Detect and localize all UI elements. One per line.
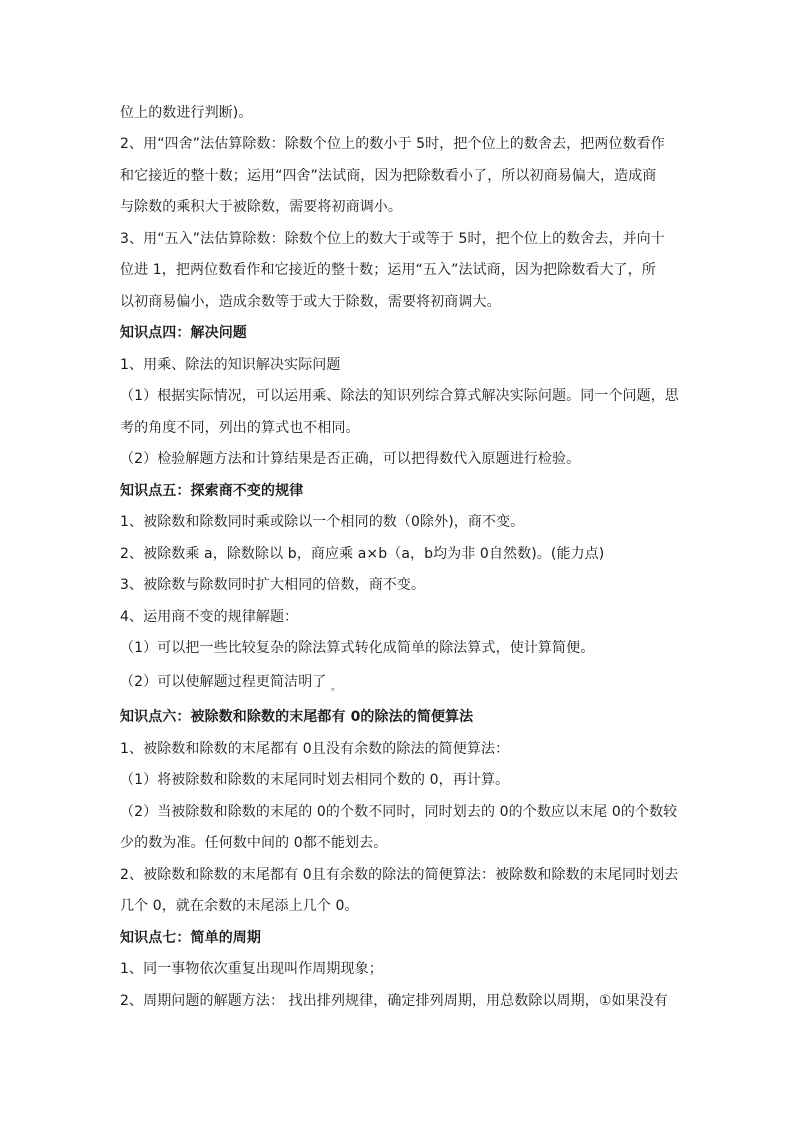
section-heading-4: 知识点四：解决问题	[120, 325, 247, 341]
text-line-suffix: 。	[330, 682, 342, 693]
text-line: 位上的数进行判断)。	[120, 105, 253, 121]
text-line: 考的角度不同，列出的算式也不相同。	[120, 420, 360, 436]
text-line: 2、被除数乘 a，除数除以 b，商应乘 a×b（a，b均为非 0自然数)。(能力点)	[120, 546, 605, 562]
text-line: 与除数的乘积大于被除数，需要将初商调小。	[120, 199, 402, 215]
text-line: （1）可以把一些比较复杂的除法算式转化成简单的除法算式，使计算简便。	[120, 640, 595, 656]
text-line: 少的数为准。任何数中间的 0都不能划去。	[120, 835, 388, 851]
text-line: （2）检验解题方法和计算结果是否正确，可以把得数代入原题进行检验。	[120, 451, 581, 467]
section-heading-5: 知识点五：探索商不变的规律	[120, 483, 304, 499]
text-line: 位进 1，把两位数看作和它接近的整十数；运用“五入”法试商，因为把除数看大了，所	[120, 262, 656, 278]
text-line: （2）当被除数和除数的末尾的 0的个数不同时，同时划去的 0的个数应以末尾 0的个数较	[120, 804, 678, 820]
text-line: 几个 0，就在余数的末尾添上几个 0。	[120, 898, 359, 914]
text-line: 2、用“四舍”法估算除数：除数个位上的数小于 5时，把个位上的数舍去，把两位数看作	[120, 136, 665, 152]
text-line-main: （2）可以使解题过程更简洁明了	[120, 674, 327, 690]
text-line: 2、被除数和除数的末尾都有 0且有余数的除法的简便算法：被除数和除数的末尾同时划去	[120, 867, 679, 883]
text-line: 和它接近的整十数；运用“四舍”法试商，因为把除数看小了，所以初商易偏大，造成商	[120, 168, 657, 184]
text-line: 1、被除数和除数的末尾都有 0且没有余数的除法的简便算法：	[120, 741, 510, 757]
section-heading-6: 知识点六：被除数和除数的末尾都有 0的除法的简便算法	[120, 709, 474, 725]
text-line: 1、同一事物依次重复出现叫作周期现象；	[120, 961, 383, 977]
text-line: 2、周期问题的解题方法： 找出排列规律，确定排列周期，用总数除以周期，①如果没有	[120, 993, 668, 1009]
section-heading-7: 知识点七：简单的周期	[120, 930, 261, 946]
text-line: （1）根据实际情况，可以运用乘、除法的知识列综合算式解决实际问题。同一个问题，思	[120, 388, 679, 404]
text-line: 以初商易偏小，造成余数等于或大于除数，需要将初商调大。	[120, 294, 501, 310]
text-line: 3、用“五入”法估算除数：除数个位上的数大于或等于 5时，把个位上的数舍去，并向十	[120, 231, 665, 247]
text-line: 3、被除数与除数同时扩大相同的倍数，商不变。	[120, 577, 426, 593]
text-line: 4、运用商不变的规律解题：	[120, 609, 299, 625]
text-line	[120, 673, 341, 697]
text-line: 1、用乘、除法的知识解决实际问题	[120, 357, 341, 373]
text-line: 1、被除数和除数同时乘或除以一个相同的数（0除外)，商不变。	[120, 514, 525, 530]
text-line: （1）将被除数和除数的末尾同时划去相同个数的 0，再计算。	[120, 772, 510, 788]
